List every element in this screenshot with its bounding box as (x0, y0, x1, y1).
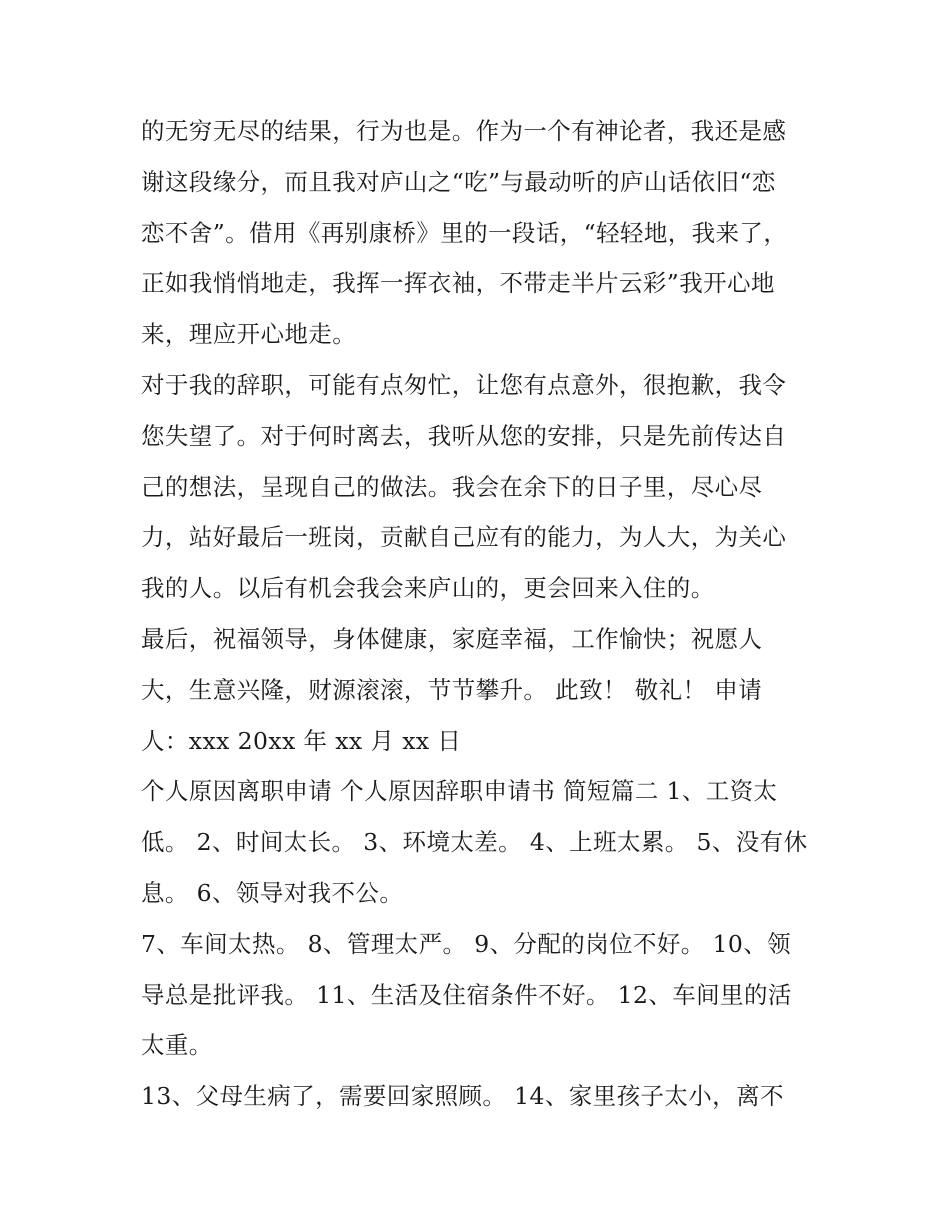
text-line: 您失望了。对于何时离去，我听从您的安排，只是先前传达自 (141, 421, 787, 450)
text-line: 恋不舍”。借用《再别康桥》里的一段话，“轻轻地，我来了， (141, 218, 788, 247)
paragraph-6 (141, 1071, 821, 1122)
text-line: 低。 2、时间太长。 3、环境太差。 4、上班太累。 5、没有休 (141, 828, 808, 857)
text-line: 人：xxx 20xx 年 xx 月 xx 日 (141, 726, 462, 755)
text-line: 大，生意兴隆，财源滚滚，节节攀升。 此致！ 敬礼！ 申请 (141, 675, 763, 704)
text-line: 个人原因离职申请 个人原因辞职申请书 简短篇二 1、工资太 (141, 777, 778, 806)
text-line: 最后，祝福领导，身体健康，家庭幸福，工作愉快；祝愿人 (141, 624, 763, 653)
paragraph-2 (141, 360, 821, 614)
paragraph-4 (141, 766, 821, 918)
paragraph-1 (141, 106, 821, 360)
text-line: 力，站好最后一班岗，贡献自己应有的能力，为人大，为关心 (141, 523, 787, 552)
text-line: 谢这段缘分，而且我对庐山之“吃”与最动听的庐山话依旧“恋 (141, 167, 776, 196)
paragraph-5 (141, 919, 821, 1071)
document-page (141, 106, 821, 1122)
text-line: 我的人。以后有机会我会来庐山的，更会回来入住的。 (141, 574, 715, 603)
text-line: 13、父母生病了，需要回家照顾。 14、家里孩子太小，离不 (141, 1082, 784, 1111)
paragraph-3 (141, 614, 821, 766)
text-line: 己的想法，呈现自己的做法。我会在余下的日子里，尽心尽 (141, 472, 763, 501)
text-line: 的无穷无尽的结果，行为也是。作为一个有神论者，我还是感 (141, 117, 787, 145)
text-line: 来，理应开心地走。 (141, 320, 357, 349)
text-line: 正如我悄悄地走，我挥一挥衣袖，不带走半片云彩”我开心地 (141, 269, 775, 298)
text-line: 对于我的辞职，可能有点匆忙，让您有点意外，很抱歉，我令 (141, 370, 787, 399)
text-line: 息。 6、领导对我不公。 (141, 878, 404, 907)
text-line: 7、车间太热。 8、管理太严。 9、分配的岗位不好。 10、领 (141, 929, 792, 958)
text-line: 导总是批评我。 11、生活及住宿条件不好。 12、车间里的活 (141, 980, 792, 1009)
text-line: 太重。 (141, 1031, 213, 1060)
